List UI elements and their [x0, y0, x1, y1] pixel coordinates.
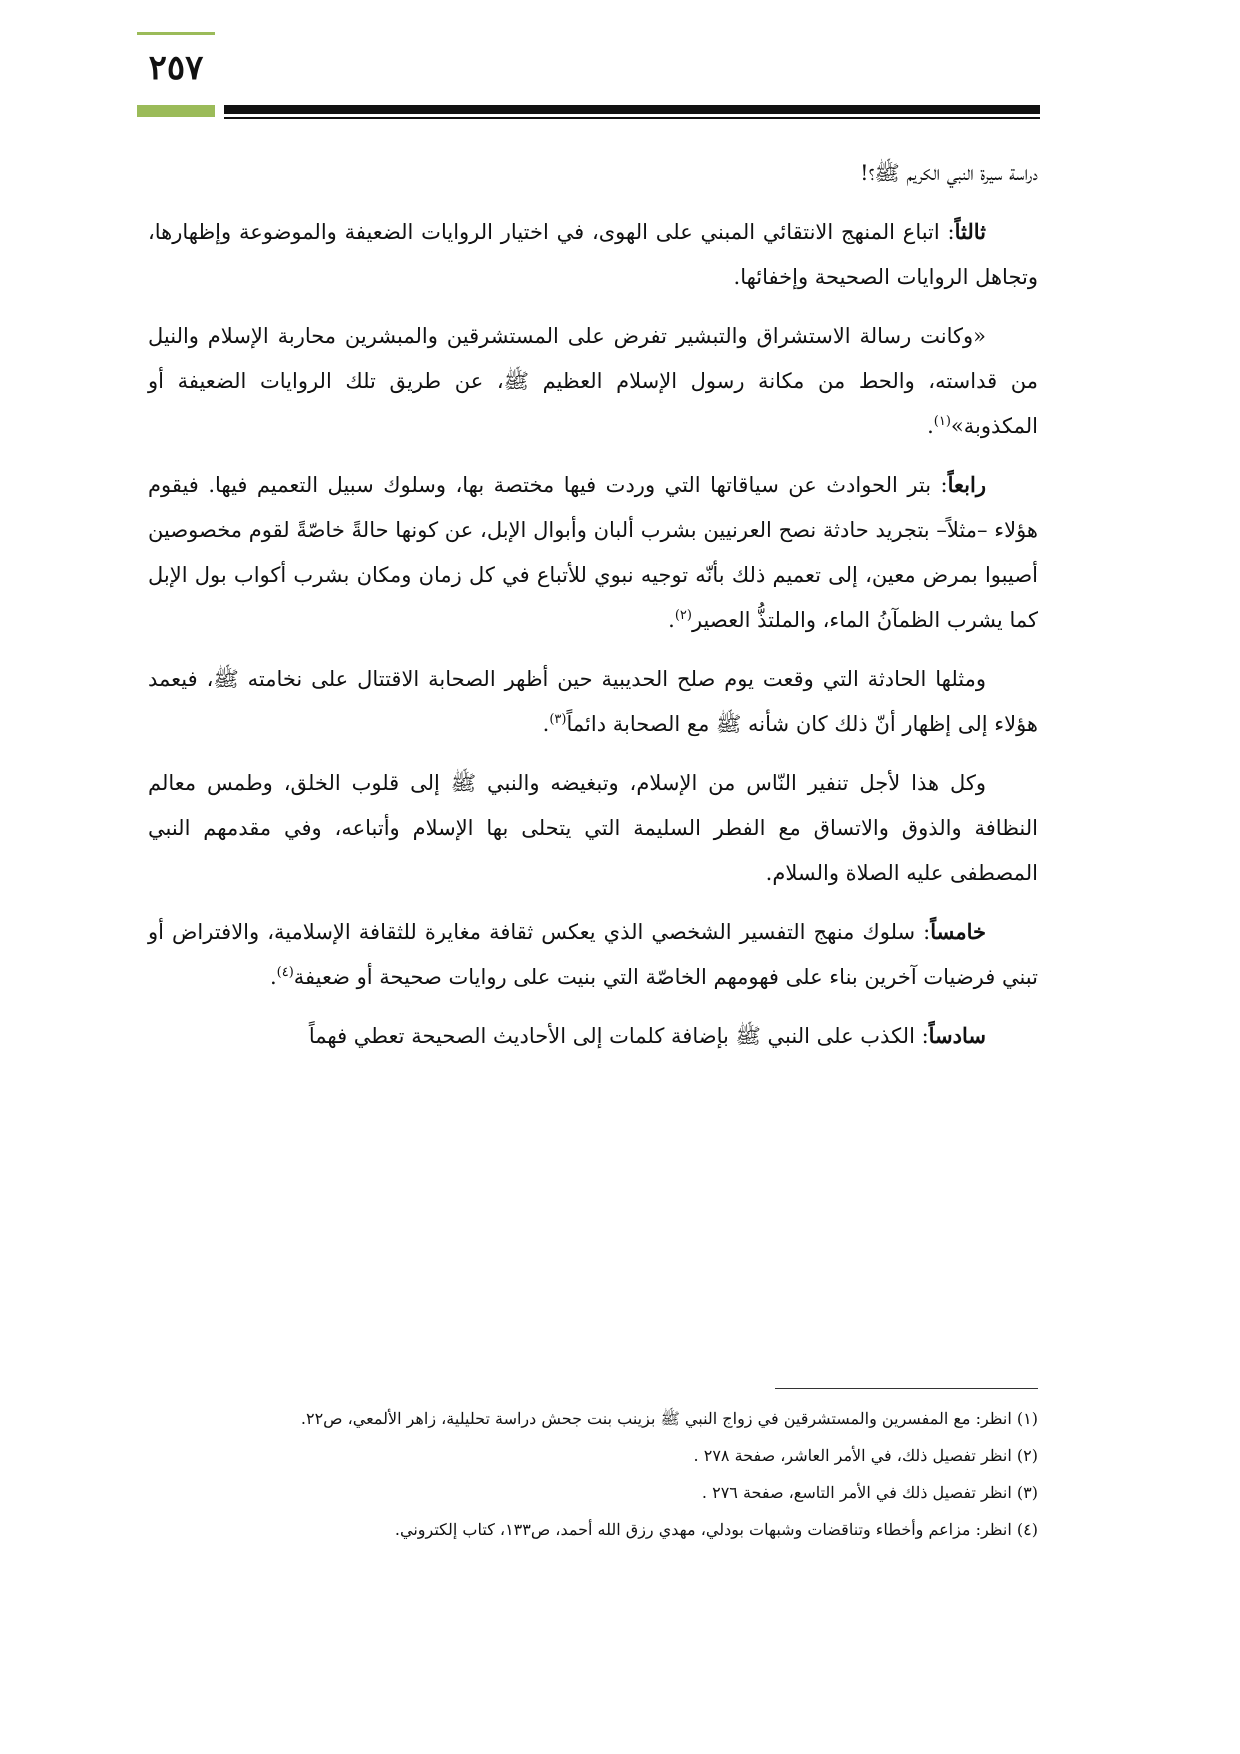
footnote-ref-4: (٤)	[276, 965, 294, 980]
paragraph-text: «وكانت رسالة الاستشراق والتبشير تفرض على المستشرقين والمبشرين محاربة الإسلام والنيل من قداسته، والحط من مكانة رسول الإسلام العظيم ﷺ، عن طريق تلك الروايات الضعيفة أو المكذوبة»	[148, 324, 1038, 438]
paragraph-text: : بتر الحوادث عن سياقاتها التي وردت فيها مختصة بها، وسلوك سبيل التعميم فيها. فيقوم هؤلاء –مثلاً– بتجريد حادثة نصح العرنيين بشرب ألبان وأبوال الإبل، عن كونها حالةً خاصّةً لقوم مخصوصين أصيبوا بمرض معين، إلى تعميم ذلك بأنّه توجيه نبوي للأتباع في كل زمان ومكان بشرب أكواب بول الإبل كما يشرب الظمآنُ الماء، والملتذُّ العصير	[148, 473, 1038, 632]
paragraph-lead: ثالثاً	[954, 219, 986, 244]
paragraph-quote	[148, 313, 1038, 449]
footnote-ref-2: (٢)	[674, 608, 692, 623]
paragraph-continuation	[148, 150, 1038, 196]
paragraph-hudaybiyyah	[148, 656, 1038, 747]
footnotes	[148, 1400, 1038, 1548]
paragraph-purpose	[148, 760, 1038, 896]
paragraph-text: ومثلها الحادثة التي وقعت يوم صلح الحديبية حين أظهر الصحابة الاقتتال على نخامته ﷺ، فيعمد هؤلاء إلى إظهار أنّ ذلك كان شأنه ﷺ مع الصحابة دائماً	[148, 667, 1038, 736]
paragraph-text: : اتباع المنهج الانتقائي المبني على الهوى، في اختيار الروايات الضعيفة والموضوعة وإظهارها، وتجاهل الروايات الصحيحة وإخفائها.	[148, 220, 1038, 289]
paragraph-lead: خامساً	[930, 919, 986, 944]
footnote-1: (١) انظر: مع المفسرين والمستشرقين في زواج النبي ﷺ بزينب بنت جحش دراسة تحليلية، زاهر الألمعي، ص٢٢.	[300, 1409, 1038, 1428]
paragraph-tail: .	[668, 608, 675, 632]
footnote-ref-1: (١)	[933, 414, 951, 429]
paragraph-fifth	[148, 909, 1038, 1000]
header-rule-thick	[224, 105, 1040, 114]
footnote-2: (٢) انظر تفصيل ذلك، في الأمر العاشر، صفحة ٢٧٨ .	[693, 1446, 1038, 1465]
paragraph-tail: .	[542, 712, 550, 736]
paragraph-text: : الكذب على النبي ﷺ بإضافة كلمات إلى الأحاديث الصحيحة تعطي فهماً	[308, 1024, 929, 1048]
paragraph-fourth	[148, 462, 1038, 643]
paragraph-lead: رابعاً	[947, 472, 986, 497]
paragraph-third	[148, 209, 1038, 300]
header-accent-bar	[137, 105, 215, 117]
footnote-4: (٤) انظر: مزاعم وأخطاء وتناقضات وشبهات بودلي، مهدي رزق الله أحمد، ص١٣٣، كتاب إلكتروني.	[394, 1520, 1038, 1539]
header-rule-thin	[224, 117, 1040, 119]
paragraph-text: دراسة سيرة النبي الكريم ﷺ؟!	[860, 161, 1038, 185]
paragraph-tail: .	[927, 414, 934, 438]
paragraph-sixth	[148, 1013, 1038, 1059]
paragraph-text: وكل هذا لأجل تنفير النّاس من الإسلام، وتبغيضه والنبي ﷺ إلى قلوب الخلق، وطمس معالم النظافة والذوق والاتساق مع الفطر السليمة التي يتحلى بها الإسلام وأتباعه، وفي مقدمهم النبي المصطفى عليه الصلاة والسلام.	[148, 771, 1038, 885]
paragraph-tail: .	[269, 965, 277, 989]
body-text	[148, 150, 1038, 1072]
footnote-ref-3: (٣)	[549, 712, 567, 727]
footnote-separator	[775, 1388, 1038, 1389]
footnote-3: (٣) انظر تفصيل ذلك في الأمر التاسع، صفحة ٢٧٦ .	[701, 1483, 1038, 1502]
header-top-rule	[137, 32, 215, 35]
page-number: ٢٥٧	[148, 48, 204, 88]
paragraph-lead: سادساً	[928, 1023, 986, 1048]
paragraph-text: : سلوك منهج التفسير الشخصي الذي يعكس ثقافة مغايرة للثقافة الإسلامية، والافتراض أو تبني فرضيات آخرين بناء على فهومهم الخاصّة التي بنيت على روايات صحيحة أو ضعيفة	[148, 920, 1038, 989]
